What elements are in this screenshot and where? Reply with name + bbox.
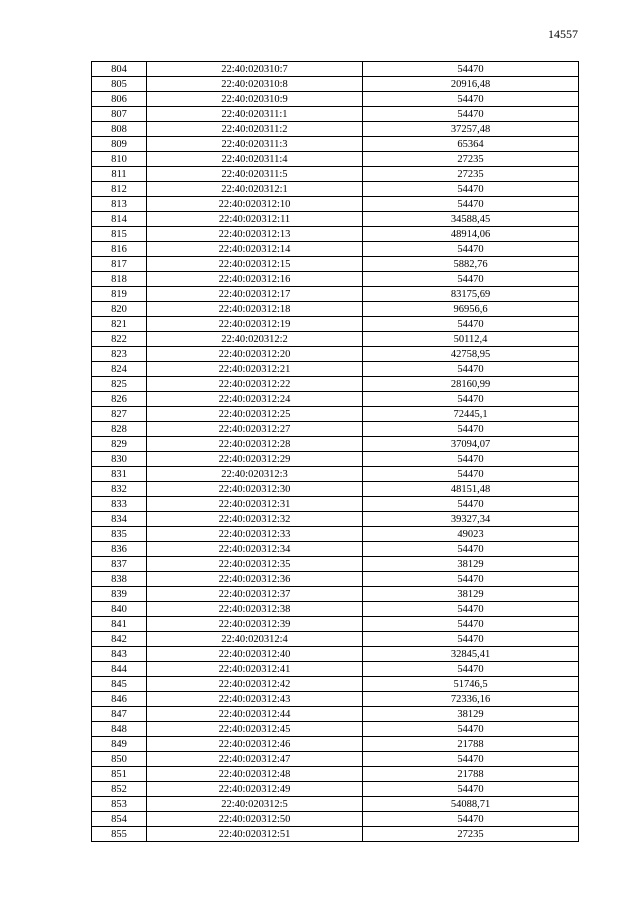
- cadastral-number-cell: 22:40:020311:5: [147, 167, 363, 182]
- table-row: [92, 167, 579, 182]
- value-cell: 54470: [363, 422, 579, 437]
- table-row: [92, 647, 579, 662]
- value-cell: 28160,99: [363, 377, 579, 392]
- table-row: [92, 572, 579, 587]
- cadastral-number-cell: 22:40:020312:43: [147, 692, 363, 707]
- row-number-cell: 809: [92, 137, 147, 152]
- row-number-cell: 850: [92, 752, 147, 767]
- table-row: [92, 482, 579, 497]
- cadastral-number-cell: 22:40:020311:3: [147, 137, 363, 152]
- table-row: [92, 197, 579, 212]
- value-cell: 54470: [363, 497, 579, 512]
- value-cell: 83175,69: [363, 287, 579, 302]
- table-row: [92, 662, 579, 677]
- cadastral-number-cell: 22:40:020312:32: [147, 512, 363, 527]
- row-number-cell: 812: [92, 182, 147, 197]
- table-row: [92, 152, 579, 167]
- value-cell: 54470: [363, 272, 579, 287]
- row-number-cell: 827: [92, 407, 147, 422]
- value-cell: 48151,48: [363, 482, 579, 497]
- table-row: [92, 227, 579, 242]
- table-row: [92, 467, 579, 482]
- cadastral-number-cell: 22:40:020312:27: [147, 422, 363, 437]
- row-number-cell: 813: [92, 197, 147, 212]
- value-cell: 96956,6: [363, 302, 579, 317]
- value-cell: 51746,5: [363, 677, 579, 692]
- row-number-cell: 811: [92, 167, 147, 182]
- table-row: [92, 257, 579, 272]
- row-number-cell: 804: [92, 62, 147, 77]
- value-cell: 54470: [363, 722, 579, 737]
- row-number-cell: 845: [92, 677, 147, 692]
- table-row: [92, 272, 579, 287]
- value-cell: 54470: [363, 317, 579, 332]
- cadastral-number-cell: 22:40:020312:33: [147, 527, 363, 542]
- value-cell: 54470: [363, 632, 579, 647]
- row-number-cell: 822: [92, 332, 147, 347]
- row-number-cell: 844: [92, 662, 147, 677]
- cadastral-number-cell: 22:40:020312:18: [147, 302, 363, 317]
- value-cell: 54470: [363, 572, 579, 587]
- cadastral-number-cell: 22:40:020312:48: [147, 767, 363, 782]
- table-row: [92, 107, 579, 122]
- row-number-cell: 815: [92, 227, 147, 242]
- value-cell: 27235: [363, 152, 579, 167]
- row-number-cell: 849: [92, 737, 147, 752]
- value-cell: 20916,48: [363, 77, 579, 92]
- value-cell: 37094,07: [363, 437, 579, 452]
- value-cell: 54470: [363, 362, 579, 377]
- row-number-cell: 829: [92, 437, 147, 452]
- value-cell: 48914,06: [363, 227, 579, 242]
- cadastral-value-table: [91, 61, 579, 842]
- value-cell: 72336,16: [363, 692, 579, 707]
- cadastral-number-cell: 22:40:020312:35: [147, 557, 363, 572]
- cadastral-number-cell: 22:40:020312:17: [147, 287, 363, 302]
- cadastral-number-cell: 22:40:020312:1: [147, 182, 363, 197]
- row-number-cell: 848: [92, 722, 147, 737]
- cadastral-number-cell: 22:40:020312:34: [147, 542, 363, 557]
- cadastral-number-cell: 22:40:020312:41: [147, 662, 363, 677]
- cadastral-number-cell: 22:40:020311:1: [147, 107, 363, 122]
- value-cell: 54470: [363, 392, 579, 407]
- value-cell: 54470: [363, 242, 579, 257]
- table-row: [92, 422, 579, 437]
- row-number-cell: 843: [92, 647, 147, 662]
- cadastral-number-cell: 22:40:020312:44: [147, 707, 363, 722]
- value-cell: 54088,71: [363, 797, 579, 812]
- row-number-cell: 840: [92, 602, 147, 617]
- value-cell: 54470: [363, 62, 579, 77]
- value-cell: 54470: [363, 467, 579, 482]
- table-row: [92, 737, 579, 752]
- value-cell: 54470: [363, 197, 579, 212]
- cadastral-number-cell: 22:40:020312:29: [147, 452, 363, 467]
- row-number-cell: 851: [92, 767, 147, 782]
- row-number-cell: 825: [92, 377, 147, 392]
- row-number-cell: 832: [92, 482, 147, 497]
- table-row: [92, 722, 579, 737]
- table-row: [92, 797, 579, 812]
- value-cell: 65364: [363, 137, 579, 152]
- row-number-cell: 854: [92, 812, 147, 827]
- cadastral-number-cell: 22:40:020312:4: [147, 632, 363, 647]
- row-number-cell: 834: [92, 512, 147, 527]
- cadastral-number-cell: 22:40:020312:5: [147, 797, 363, 812]
- row-number-cell: 830: [92, 452, 147, 467]
- table-row: [92, 77, 579, 92]
- table-row: [92, 452, 579, 467]
- table-row: [92, 362, 579, 377]
- value-cell: 37257,48: [363, 122, 579, 137]
- cadastral-number-cell: 22:40:020312:45: [147, 722, 363, 737]
- cadastral-number-cell: 22:40:020312:31: [147, 497, 363, 512]
- table-row: [92, 617, 579, 632]
- table-row: [92, 707, 579, 722]
- value-cell: 38129: [363, 557, 579, 572]
- cadastral-number-cell: 22:40:020311:4: [147, 152, 363, 167]
- row-number-cell: 818: [92, 272, 147, 287]
- table-row: [92, 512, 579, 527]
- row-number-cell: 808: [92, 122, 147, 137]
- cadastral-number-cell: 22:40:020312:37: [147, 587, 363, 602]
- table-row: [92, 827, 579, 842]
- cadastral-number-cell: 22:40:020310:9: [147, 92, 363, 107]
- table-row: [92, 632, 579, 647]
- value-cell: 21788: [363, 767, 579, 782]
- cadastral-number-cell: 22:40:020312:47: [147, 752, 363, 767]
- cadastral-number-cell: 22:40:020312:15: [147, 257, 363, 272]
- cadastral-number-cell: 22:40:020312:21: [147, 362, 363, 377]
- cadastral-number-cell: 22:40:020312:2: [147, 332, 363, 347]
- table-row: [92, 62, 579, 77]
- table-row: [92, 542, 579, 557]
- table-row: [92, 392, 579, 407]
- row-number-cell: 826: [92, 392, 147, 407]
- row-number-cell: 837: [92, 557, 147, 572]
- value-cell: 54470: [363, 182, 579, 197]
- value-cell: 54470: [363, 812, 579, 827]
- value-cell: 54470: [363, 617, 579, 632]
- cadastral-number-cell: 22:40:020312:3: [147, 467, 363, 482]
- value-cell: 27235: [363, 827, 579, 842]
- value-cell: 54470: [363, 107, 579, 122]
- cadastral-number-cell: 22:40:020312:50: [147, 812, 363, 827]
- cadastral-number-cell: 22:40:020312:14: [147, 242, 363, 257]
- value-cell: 72445,1: [363, 407, 579, 422]
- row-number-cell: 852: [92, 782, 147, 797]
- table-row: [92, 242, 579, 257]
- cadastral-number-cell: 22:40:020312:40: [147, 647, 363, 662]
- table-row: [92, 497, 579, 512]
- cadastral-number-cell: 22:40:020312:22: [147, 377, 363, 392]
- value-cell: 54470: [363, 662, 579, 677]
- value-cell: 21788: [363, 737, 579, 752]
- cadastral-number-cell: 22:40:020312:19: [147, 317, 363, 332]
- table-row: [92, 602, 579, 617]
- row-number-cell: 817: [92, 257, 147, 272]
- table-row: [92, 437, 579, 452]
- value-cell: 32845,41: [363, 647, 579, 662]
- cadastral-number-cell: 22:40:020310:8: [147, 77, 363, 92]
- table-row: [92, 527, 579, 542]
- cadastral-number-cell: 22:40:020311:2: [147, 122, 363, 137]
- value-cell: 54470: [363, 452, 579, 467]
- value-cell: 54470: [363, 542, 579, 557]
- table-row: [92, 692, 579, 707]
- row-number-cell: 855: [92, 827, 147, 842]
- row-number-cell: 820: [92, 302, 147, 317]
- row-number-cell: 847: [92, 707, 147, 722]
- cadastral-number-cell: 22:40:020312:39: [147, 617, 363, 632]
- row-number-cell: 835: [92, 527, 147, 542]
- value-cell: 54470: [363, 752, 579, 767]
- row-number-cell: 842: [92, 632, 147, 647]
- cadastral-number-cell: 22:40:020312:30: [147, 482, 363, 497]
- table-row: [92, 122, 579, 137]
- value-cell: 38129: [363, 707, 579, 722]
- row-number-cell: 821: [92, 317, 147, 332]
- value-cell: 27235: [363, 167, 579, 182]
- table-row: [92, 752, 579, 767]
- table-row: [92, 587, 579, 602]
- row-number-cell: 838: [92, 572, 147, 587]
- table-row: [92, 137, 579, 152]
- cadastral-number-cell: 22:40:020312:13: [147, 227, 363, 242]
- cadastral-number-cell: 22:40:020312:38: [147, 602, 363, 617]
- row-number-cell: 839: [92, 587, 147, 602]
- row-number-cell: 824: [92, 362, 147, 377]
- row-number-cell: 806: [92, 92, 147, 107]
- row-number-cell: 828: [92, 422, 147, 437]
- cadastral-number-cell: 22:40:020312:42: [147, 677, 363, 692]
- value-cell: 39327,34: [363, 512, 579, 527]
- table-row: [92, 317, 579, 332]
- row-number-cell: 831: [92, 467, 147, 482]
- table-row: [92, 782, 579, 797]
- value-cell: 54470: [363, 92, 579, 107]
- row-number-cell: 841: [92, 617, 147, 632]
- table-row: [92, 287, 579, 302]
- table-row: [92, 212, 579, 227]
- table-row: [92, 407, 579, 422]
- value-cell: 54470: [363, 782, 579, 797]
- table-row: [92, 347, 579, 362]
- cadastral-number-cell: 22:40:020312:25: [147, 407, 363, 422]
- cadastral-number-cell: 22:40:020312:24: [147, 392, 363, 407]
- table-row: [92, 92, 579, 107]
- cadastral-number-cell: 22:40:020312:46: [147, 737, 363, 752]
- row-number-cell: 814: [92, 212, 147, 227]
- cadastral-number-cell: 22:40:020312:16: [147, 272, 363, 287]
- table-row: [92, 182, 579, 197]
- value-cell: 42758,95: [363, 347, 579, 362]
- row-number-cell: 853: [92, 797, 147, 812]
- value-cell: 54470: [363, 602, 579, 617]
- table-row: [92, 767, 579, 782]
- value-cell: 5882,76: [363, 257, 579, 272]
- table-row: [92, 377, 579, 392]
- row-number-cell: 816: [92, 242, 147, 257]
- cadastral-number-cell: 22:40:020312:49: [147, 782, 363, 797]
- cadastral-number-cell: 22:40:020310:7: [147, 62, 363, 77]
- cadastral-number-cell: 22:40:020312:28: [147, 437, 363, 452]
- row-number-cell: 836: [92, 542, 147, 557]
- table-row: [92, 302, 579, 317]
- table-body: [92, 62, 579, 842]
- page-number: 14557: [548, 27, 578, 41]
- value-cell: 50112,4: [363, 332, 579, 347]
- row-number-cell: 810: [92, 152, 147, 167]
- cadastral-number-cell: 22:40:020312:11: [147, 212, 363, 227]
- value-cell: 34588,45: [363, 212, 579, 227]
- cadastral-number-cell: 22:40:020312:20: [147, 347, 363, 362]
- row-number-cell: 805: [92, 77, 147, 92]
- table-row: [92, 332, 579, 347]
- cadastral-number-cell: 22:40:020312:10: [147, 197, 363, 212]
- value-cell: 38129: [363, 587, 579, 602]
- table-row: [92, 677, 579, 692]
- table-row: [92, 557, 579, 572]
- row-number-cell: 807: [92, 107, 147, 122]
- value-cell: 49023: [363, 527, 579, 542]
- row-number-cell: 846: [92, 692, 147, 707]
- cadastral-number-cell: 22:40:020312:36: [147, 572, 363, 587]
- row-number-cell: 819: [92, 287, 147, 302]
- row-number-cell: 833: [92, 497, 147, 512]
- cadastral-number-cell: 22:40:020312:51: [147, 827, 363, 842]
- row-number-cell: 823: [92, 347, 147, 362]
- table-row: [92, 812, 579, 827]
